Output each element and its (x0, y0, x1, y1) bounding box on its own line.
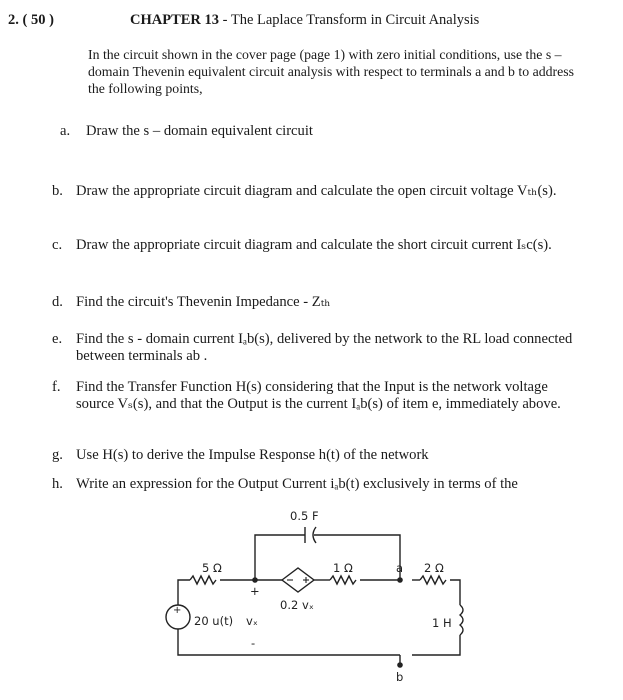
item-text: Draw the appropriate circuit diagram and calculate the open circuit voltage Vₜₕ(s). (76, 183, 557, 199)
vx-minus: - (251, 636, 256, 650)
svg-text:+: + (173, 605, 182, 616)
item-label: a. (60, 123, 71, 139)
terminal-a-node (397, 577, 403, 583)
resistor-2-ohm (420, 576, 446, 584)
load-wire-3 (412, 635, 460, 655)
dependent-source-label: 0.2 vₓ (280, 598, 314, 612)
load-wire-2 (450, 580, 460, 605)
resistor-left-label: 5 Ω (202, 561, 222, 575)
item-text: Draw the s – domain equivalent circuit (86, 123, 313, 139)
capacitor-wire-right (314, 535, 400, 580)
voltage-source-symbol (166, 605, 190, 629)
item-text: Find the Transfer Function H(s) considering that the Input is the network voltage source Vₛ(s), and that the Output is the current Iₐb(s) of item e, immediately above. (76, 379, 561, 412)
chapter-label: CHAPTER 13 (130, 12, 220, 28)
item-label: d. (52, 294, 63, 310)
resistor-mid-label: 1 Ω (333, 561, 353, 575)
terminal-b-label: b (396, 670, 404, 684)
junction-node (252, 577, 258, 583)
vx-label: vₓ (246, 614, 258, 628)
question-number: 2. ( 50 ) (8, 12, 54, 28)
vx-plus: + (250, 584, 260, 598)
item-label: b. (52, 183, 63, 199)
dependent-source-symbol (282, 568, 314, 592)
circuit-diagram (150, 505, 480, 695)
inductor-label: 1 H (432, 616, 452, 630)
item-text: Write an expression for the Output Current iₐb(t) exclusively in terms of the (76, 476, 518, 492)
item-label: e. (52, 331, 63, 347)
item-label: c. (52, 237, 63, 253)
item-label: h. (52, 476, 63, 492)
inductor-coil (460, 605, 463, 635)
intro-paragraph: In the circuit shown in the cover page (page 1) with zero initial conditions, use the s – domain Thevenin equivalent circuit analysis with respect to terminals a and b to address the following points, (88, 47, 574, 96)
left-top-wire (178, 580, 190, 605)
resistor-5-ohm (190, 576, 216, 584)
bottom-wire (178, 629, 400, 655)
item-text: Find the circuit's Thevenin Impedance - Zₜₕ (76, 294, 331, 310)
chapter-title (130, 12, 479, 29)
capacitor-label: 0.5 F (290, 509, 319, 523)
item-text: Use H(s) to derive the Impulse Response h(t) of the network (76, 447, 429, 463)
terminal-b-node (397, 662, 403, 668)
terminal-a-label: a (396, 561, 404, 575)
item-text: Draw the appropriate circuit diagram and calculate the short circuit current Iₛc(s). (76, 237, 552, 253)
source-label: 20 u(t) (194, 614, 234, 628)
item-label: f. (52, 379, 61, 395)
item-label: g. (52, 447, 63, 463)
capacitor-wire-left (255, 535, 305, 580)
chapter-subtitle: - The Laplace Transform in Circuit Analysis (219, 12, 480, 28)
resistor-1-ohm (330, 576, 356, 584)
item-text: Find the s - domain current Iₐb(s), delivered by the network to the RL load connected between terminals ab . (76, 331, 573, 364)
resistor-right-label: 2 Ω (424, 561, 444, 575)
